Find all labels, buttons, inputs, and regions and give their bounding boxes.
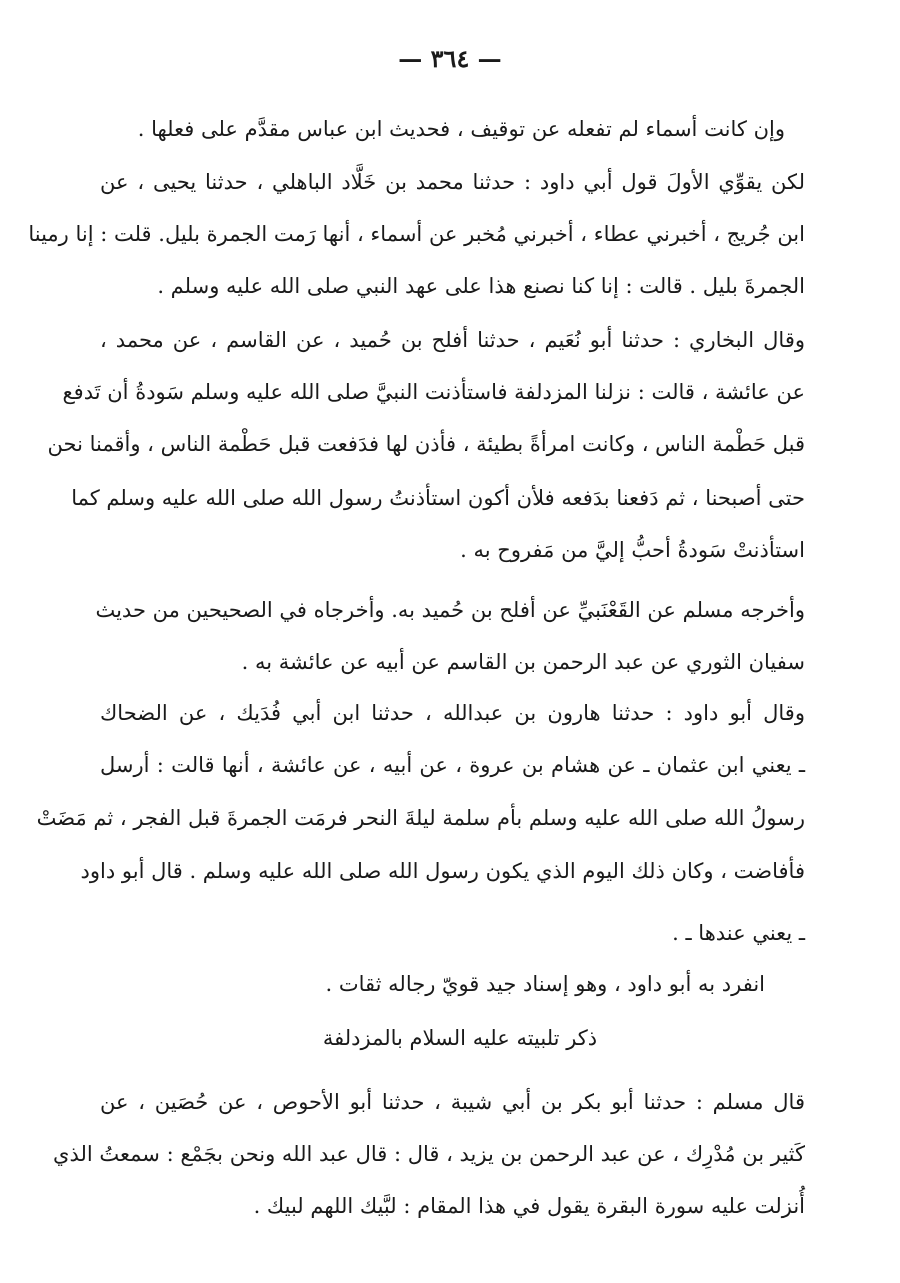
text-line: قال مسلم : حدثنا أبو بكر بن أبي شيبة ، حدثنا أبو الأحوص ، عن حُصَين ، عن bbox=[100, 1090, 805, 1114]
text-line: أُنزلت عليه سورة البقرة يقول في هذا المقام : لبَّيك اللهم لبيك . bbox=[253, 1194, 805, 1218]
text-line: كَثير بن مُدْرِك ، عن عبد الرحمن بن يزيد ، قال : قال عبد الله ونحن بجَمْع : سمعتُ الذي bbox=[53, 1142, 805, 1166]
text-line: سفيان الثوري عن عبد الرحمن بن القاسم عن أبيه عن عائشة به . bbox=[241, 650, 805, 674]
text-line: وقال أبو داود : حدثنا هارون بن عبدالله ، حدثنا ابن أبي فُدَيك ، عن الضحاك bbox=[100, 701, 805, 725]
text-line: وأخرجه مسلم عن القَعْنَبيِّ عن أفلح بن حُميد به. وأخرجاه في الصحيحين من حديث bbox=[95, 598, 805, 622]
text-line: وإن كانت أسماء لم تفعله عن توقيف ، فحديث ابن عباس مقدَّم على فعلها . bbox=[137, 117, 785, 141]
text-line: انفرد به أبو داود ، وهو إسناد جيد قويّ رجاله ثقات . bbox=[325, 972, 765, 996]
section-heading: ذكر تلبيته عليه السلام بالمزدلفة bbox=[322, 1026, 598, 1050]
text-line: عن عائشة ، قالت : نزلنا المزدلفة فاستأذنت النبيَّ صلى الله عليه وسلم سَودةُ أن تَدفع bbox=[62, 380, 805, 404]
page-number: — ٣٦٤ — bbox=[398, 44, 502, 73]
text-line: رسولُ الله صلى الله عليه وسلم بأم سلمة ليلةَ النحر فرمَت الجمرةَ قبل الفجر ، ثم مَضَتْ bbox=[36, 806, 805, 830]
text-line: ـ يعني ابن عثمان ـ عن هشام بن عروة ، عن أبيه ، عن عائشة ، أنها قالت : أرسل bbox=[100, 753, 805, 777]
text-line: وقال البخاري : حدثنا أبو نُعَيم ، حدثنا أفلح بن حُميد ، عن القاسم ، عن محمد ، bbox=[100, 328, 805, 352]
text-line: الجمرةَ بليل . قالت : إنا كنا نصنع هذا على عهد النبي صلى الله عليه وسلم . bbox=[157, 274, 805, 298]
text-line: قبل حَطْمة الناس ، وكانت امرأةً بطيئة ، فأذن لها فدَفعت قبل حَطْمة الناس ، وأقمنا نحن bbox=[47, 432, 805, 456]
text-line: استأذنتْ سَودةُ أحبُّ إليَّ من مَفروح به . bbox=[460, 538, 805, 562]
text-line: حتى أصبحنا ، ثم دَفعنا بدَفعه فلأن أكون استأذنتُ رسول الله صلى الله عليه وسلم كما bbox=[71, 486, 805, 510]
text-line: لكن يقوِّي الأولَ قول أبي داود : حدثنا محمد بن خَلَّاد الباهلي ، حدثنا يحيى ، عن bbox=[100, 170, 805, 194]
text-line: ابن جُريج ، أخبرني عطاء ، أخبرني مُخبر عن أسماء ، أنها رَمت الجمرة بليل. قلت : إنا رمينا bbox=[28, 222, 805, 246]
text-line: ـ يعني عندها ـ . bbox=[672, 921, 805, 945]
text-line: فأفاضت ، وكان ذلك اليوم الذي يكون رسول الله صلى الله عليه وسلم . قال أبو داود bbox=[80, 859, 805, 883]
